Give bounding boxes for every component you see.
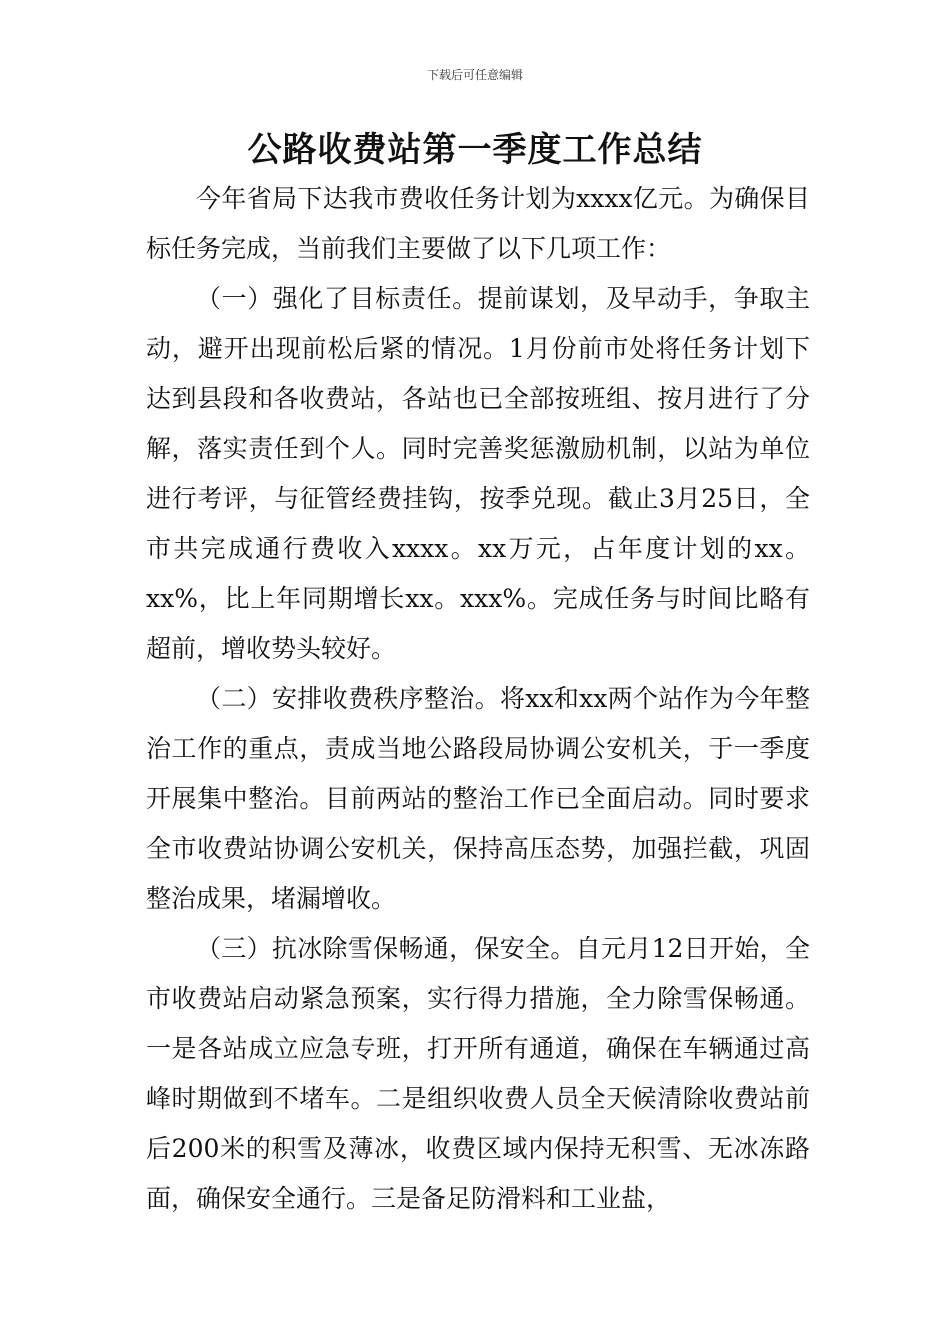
paragraph-section-2: （二）安排收费秩序整治。将xx和xx两个站作为今年整治工作的重点，责成当地公路段局协调公安机关，于一季度开展集中整治。目前两站的整治工作已全面启动。同时要求全市收费站协调公安机关，保持高压态势，加强拦截，巩固整治成果，堵漏增收。 (146, 684, 810, 913)
document-body (146, 174, 810, 1224)
paragraph-section-3: （三）抗冰除雪保畅通，保安全。自元月12日开始，全市收费站启动紧急预案，实行得力措施，全力除雪保畅通。一是各站成立应急专班，打开所有通道，确保在车辆通过高峰时期做到不堵车。二是组织收费人员全天候清除收费站前后200米的积雪及薄冰，收费区域内保持无积雪、无冰冻路面，确保安全通行。三是备足防滑料和工业盐， (146, 934, 810, 1213)
document-title: 公路收费站第一季度工作总结 (247, 130, 703, 170)
header-note: 下载后可任意编辑 (426, 68, 523, 82)
paragraph-section-1: （一）强化了目标责任。提前谋划，及早动手，争取主动，避开出现前松后紧的情况。1月份前市处将任务计划下达到县段和各收费站，各站也已全部按班组、按月进行了分解，落实责任到个人。同时完善奖惩激励机制，以站为单位进行考评，与征管经费挂钩，按季兑现。截止3月25日，全市共完成通行费收入xxxx。xx万元，占年度计划的xx。xx%，比上年同期增长xx。xxx%。完成任务与时间比略有超前，增收势头较好。 (146, 284, 810, 663)
paragraph-intro: 今年省局下达我市费收任务计划为xxxx亿元。为确保目标任务完成，当前我们主要做了以下几项工作： (146, 184, 810, 263)
